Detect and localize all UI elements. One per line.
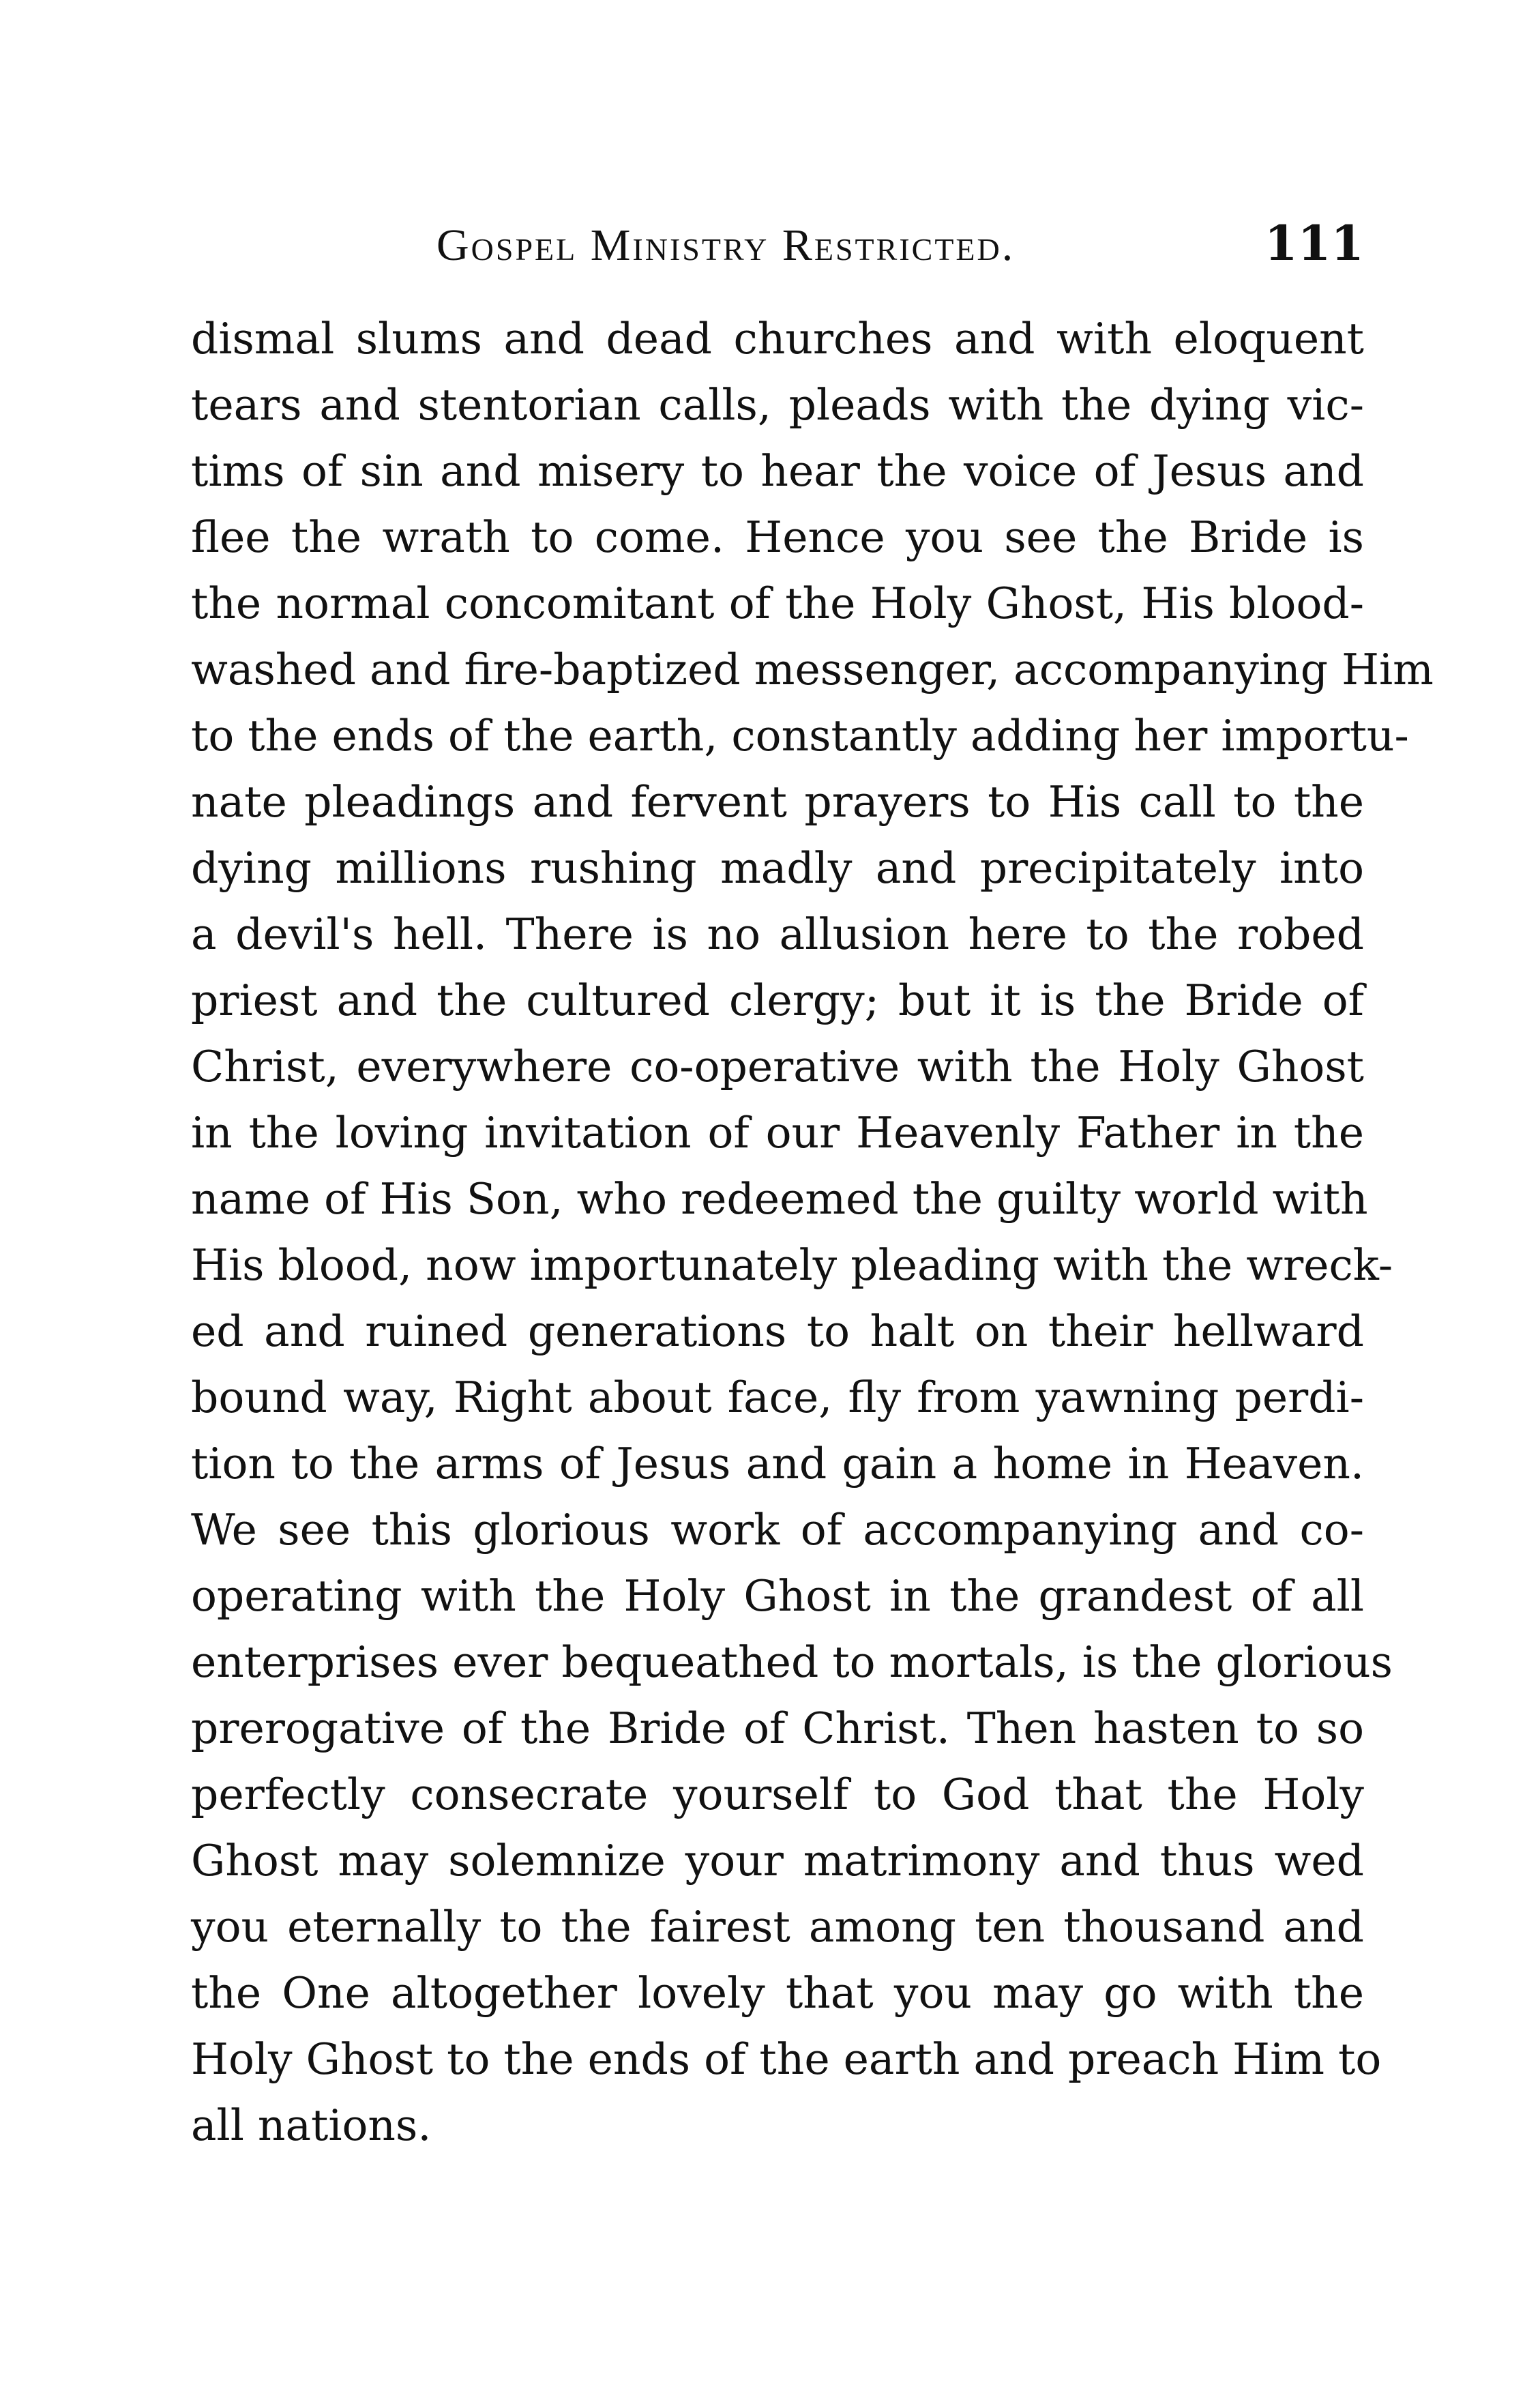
text-line: the normal concomitant of the Holy Ghost, His blood- [191, 578, 1364, 628]
text-line: dying millions rushing madly and precipitately into [191, 843, 1364, 893]
text-line: Christ, everywhere co-operative with the Holy Ghost [191, 1042, 1364, 1091]
text-line: priest and the cultured clergy; but it is the Bride of [191, 976, 1364, 1025]
text-line: prerogative of the Bride of Christ. Then hasten to so [191, 1703, 1364, 1753]
running-head [191, 213, 1364, 281]
text-line: you eternally to the fairest among ten thousand and [191, 1902, 1364, 1952]
text-line: to the ends of the earth, constantly adding her importu- [191, 711, 1409, 761]
text-line: nate pleadings and fervent prayers to His call to the [191, 777, 1364, 827]
page-number: 111 [1264, 215, 1364, 272]
text-line: operating with the Holy Ghost in the grandest of all [191, 1571, 1364, 1621]
text-line: tims of sin and misery to hear the voice of Jesus and [191, 446, 1364, 496]
text-line: tears and stentorian calls, pleads with the dying vic- [191, 380, 1364, 430]
text-line: flee the wrath to come. Hence you see the Bride is [191, 512, 1364, 562]
text-line: ed and ruined generations to halt on their hellward [191, 1306, 1364, 1356]
text-line: Holy Ghost to the ends of the earth and preach Him to [191, 2034, 1382, 2084]
text-line: dismal slums and dead churches and with eloquent [191, 314, 1364, 364]
body-paragraph [191, 306, 1434, 2158]
text-line: the One altogether lovely that you may go with the [191, 1968, 1364, 2018]
text-line: tion to the arms of Jesus and gain a home in Heaven. [191, 1439, 1364, 1489]
text-line: bound way, Right about face, fly from yawning perdi- [191, 1373, 1364, 1422]
text-line: We see this glorious work of accompanying and co- [191, 1505, 1364, 1555]
text-line: Ghost may solemnize your matrimony and thus wed [191, 1836, 1364, 1886]
text-line: perfectly consecrate yourself to God that the Holy [191, 1770, 1364, 1819]
text-line: enterprises ever bequeathed to mortals, is the glorious [191, 1637, 1393, 1687]
text-line: a devil's hell. There is no allusion here to the robed [191, 909, 1364, 959]
text-line: washed and fire-baptized messenger, accompanying Him [191, 645, 1434, 694]
text-line: His blood, now importunately pleading with the wreck- [191, 1240, 1393, 1290]
text-line: name of His Son, who redeemed the guilty world with [191, 1174, 1368, 1224]
running-title: Gospel Ministry Restricted. [436, 220, 1016, 270]
text-line: all nations. [191, 2100, 432, 2150]
text-line: in the loving invitation of our Heavenly Father in the [191, 1108, 1364, 1158]
